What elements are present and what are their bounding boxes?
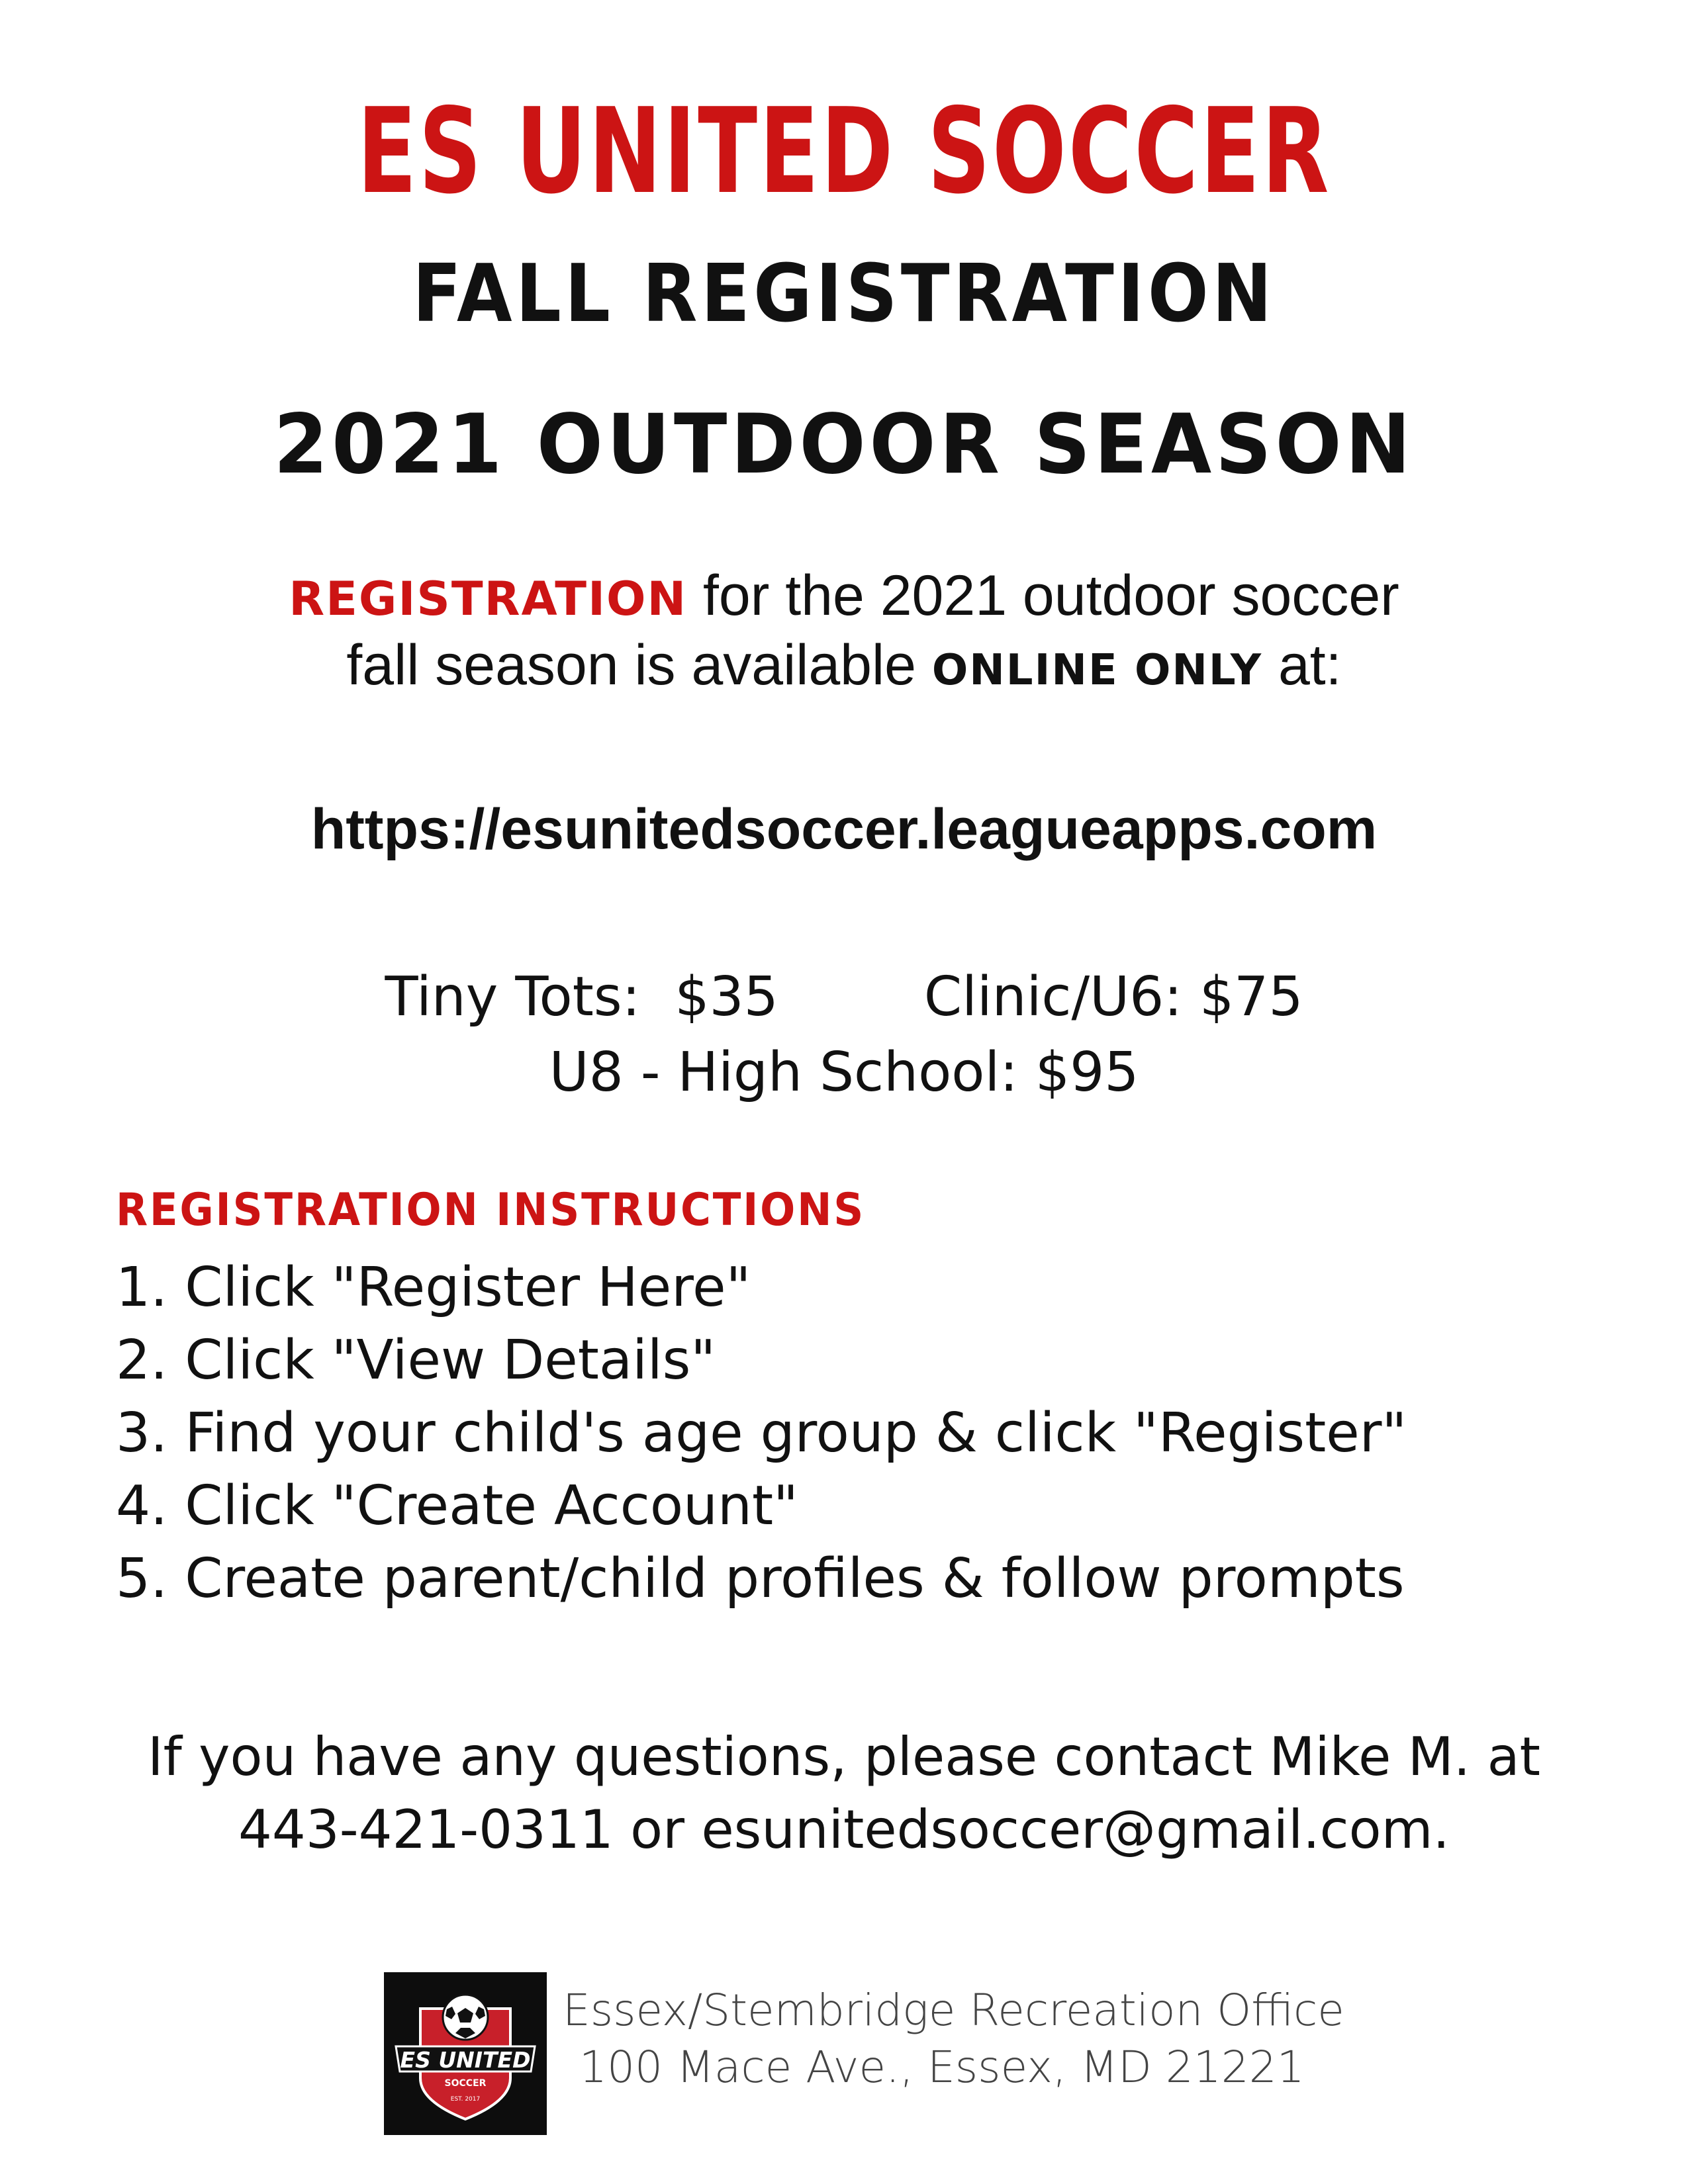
registration-url[interactable]: https://esunitedsoccer.leagueapps.com	[310, 797, 1378, 861]
intro-line-1	[0, 563, 1688, 632]
instruction-step-1: 1. Click "Register Here"	[116, 1256, 751, 1319]
logo-wordmark: ES UNITED	[400, 2047, 531, 2073]
registration-highlight: REGISTRATION	[289, 572, 688, 626]
instructions-heading: REGISTRATION INSTRUCTIONS	[116, 1184, 866, 1236]
instruction-step-2: 2. Click "View Details"	[116, 1329, 716, 1392]
price-tiny-tots: Tiny Tots: $35	[385, 966, 778, 1028]
intro-paragraph	[0, 563, 1688, 704]
intro-line-2	[0, 632, 1688, 704]
instruction-step-5: 5. Create parent/child profiles & follow prompts	[116, 1547, 1405, 1610]
price-clinic: Clinic/U6: $75	[923, 966, 1303, 1028]
season-heading: 2021 OUTDOOR SEASON	[273, 397, 1415, 492]
page-title: ES UNITED SOCCER	[357, 83, 1331, 220]
online-only-emphasis: ONLINE ONLY	[931, 646, 1263, 695]
instruction-step-4: 4. Click "Create Account"	[116, 1475, 798, 1537]
instruction-step-3: 3. Find your child's age group & click "Register"	[116, 1402, 1407, 1465]
logo-established: EST. 2017	[450, 2096, 481, 2103]
contact-block	[0, 1721, 1688, 1866]
office-address: 100 Mace Ave., Essex, MD 21221	[579, 2042, 1305, 2093]
page-subtitle: FALL REGISTRATION	[412, 248, 1276, 340]
office-address-block	[563, 1982, 1344, 2096]
logo-soccer-label: SOCCER	[444, 2078, 487, 2089]
intro-line-2-post: at:	[1262, 633, 1342, 697]
pricing-row-1	[0, 960, 1688, 1035]
instructions-list	[116, 1251, 1638, 1615]
intro-line-1-text: for the 2021 outdoor soccer	[687, 564, 1399, 627]
instructions-section	[116, 1184, 1638, 1615]
intro-line-2-pre: fall season is available	[346, 633, 932, 697]
office-name: Essex/Stembridge Recreation Office	[563, 1985, 1344, 2036]
price-u8-high-school: U8 - High School: $95	[549, 1041, 1139, 1104]
contact-line-1: If you have any questions, please contact Mike M. at	[147, 1726, 1541, 1788]
contact-line-2: 443-421-0311 or esunitedsoccer@gmail.com.	[238, 1799, 1450, 1860]
es-united-logo	[384, 1972, 547, 2135]
pricing-block	[0, 960, 1688, 1111]
